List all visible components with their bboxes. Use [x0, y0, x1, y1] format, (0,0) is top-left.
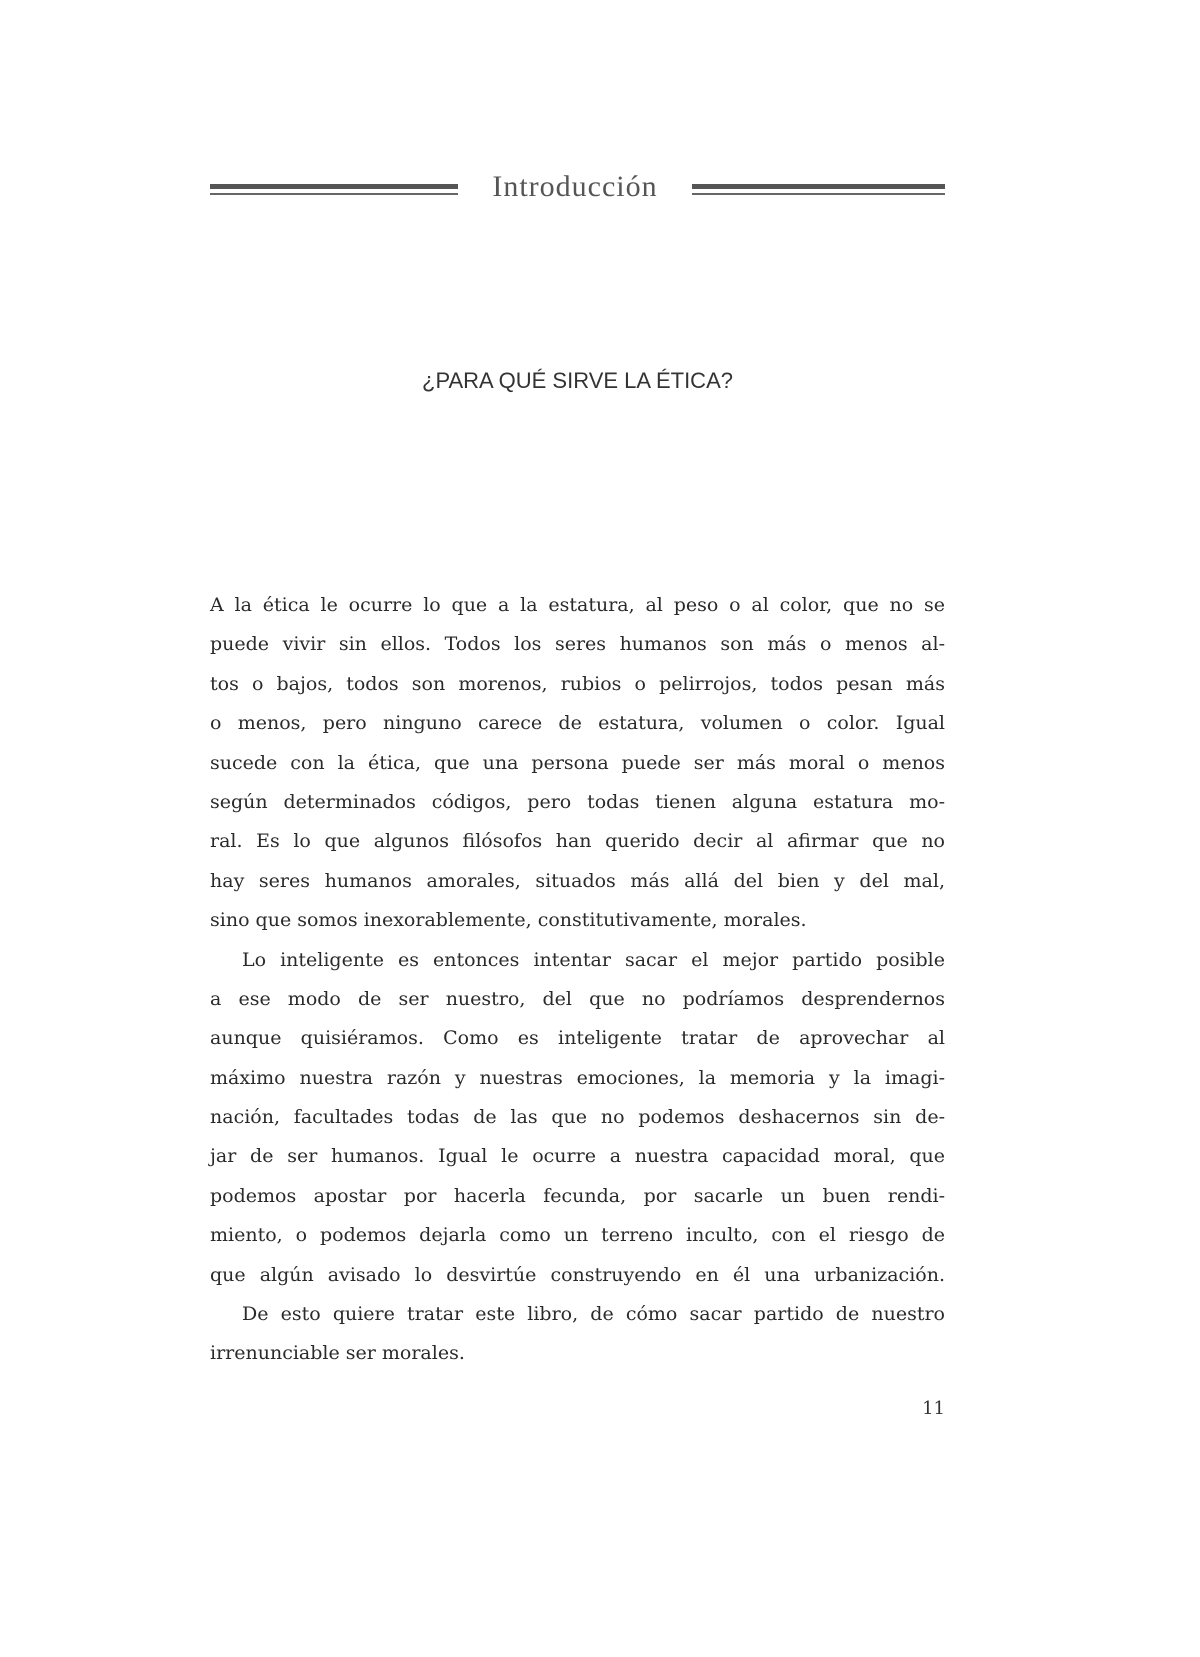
body-text [210, 590, 945, 1378]
text-line: hay seres humanos amorales, situados más allá del bien y del mal, [210, 869, 945, 892]
text-line: De esto quiere tratar este libro, de cómo sacar partido de nuestro [242, 1303, 945, 1326]
text-line: máximo nuestra razón y nuestras emociones, la memoria y la imagi- [210, 1066, 945, 1089]
text-line: ral. Es lo que algunos filósofos han querido decir al afirmar que no [210, 830, 945, 853]
text-line: puede vivir sin ellos. Todos los seres humanos son más o menos al- [210, 633, 945, 656]
text-line: sino que somos inexorablemente, constitutivamente, morales. [210, 909, 807, 932]
header-rule-right [692, 184, 945, 196]
page-number: 11 [922, 1398, 945, 1419]
text-line: miento, o podemos dejarla como un terreno inculto, con el riesgo de [210, 1224, 945, 1247]
text-line: Lo inteligente es entonces intentar sacar el mejor partido posible [242, 948, 945, 971]
running-header-title: Introducción [492, 170, 658, 203]
text-line: a ese modo de ser nuestro, del que no podríamos desprendernos [210, 987, 945, 1010]
text-line: según determinados códigos, pero todas tienen alguna estatura mo- [210, 790, 945, 813]
running-header [210, 170, 945, 210]
text-line: podemos apostar por hacerla fecunda, por sacarle un buen rendi- [210, 1184, 945, 1207]
text-line: que algún avisado lo desvirtúe construyendo en él una urbanización. [210, 1263, 945, 1286]
text-line: jar de ser humanos. Igual le ocurre a nuestra capacidad moral, que [210, 1145, 945, 1168]
text-line: irrenunciable ser morales. [210, 1342, 465, 1365]
text-line: o menos, pero ninguno carece de estatura, volumen o color. Igual [210, 712, 945, 735]
text-line: nación, facultades todas de las que no podemos deshacernos sin de- [210, 1106, 945, 1129]
header-rule-left [210, 184, 458, 196]
text-line: tos o bajos, todos son morenos, rubios o pelirrojos, todos pesan más [210, 672, 945, 695]
text-line: aunque quisiéramos. Como es inteligente tratar de aprovechar al [210, 1027, 945, 1050]
text-line: sucede con la ética, que una persona puede ser más moral o menos [210, 751, 945, 774]
text-line: A la ética le ocurre lo que a la estatura, al peso o al color, que no se [210, 594, 945, 616]
chapter-title: ¿PARA QUÉ SIRVE LA ÉTICA? [422, 368, 733, 393]
